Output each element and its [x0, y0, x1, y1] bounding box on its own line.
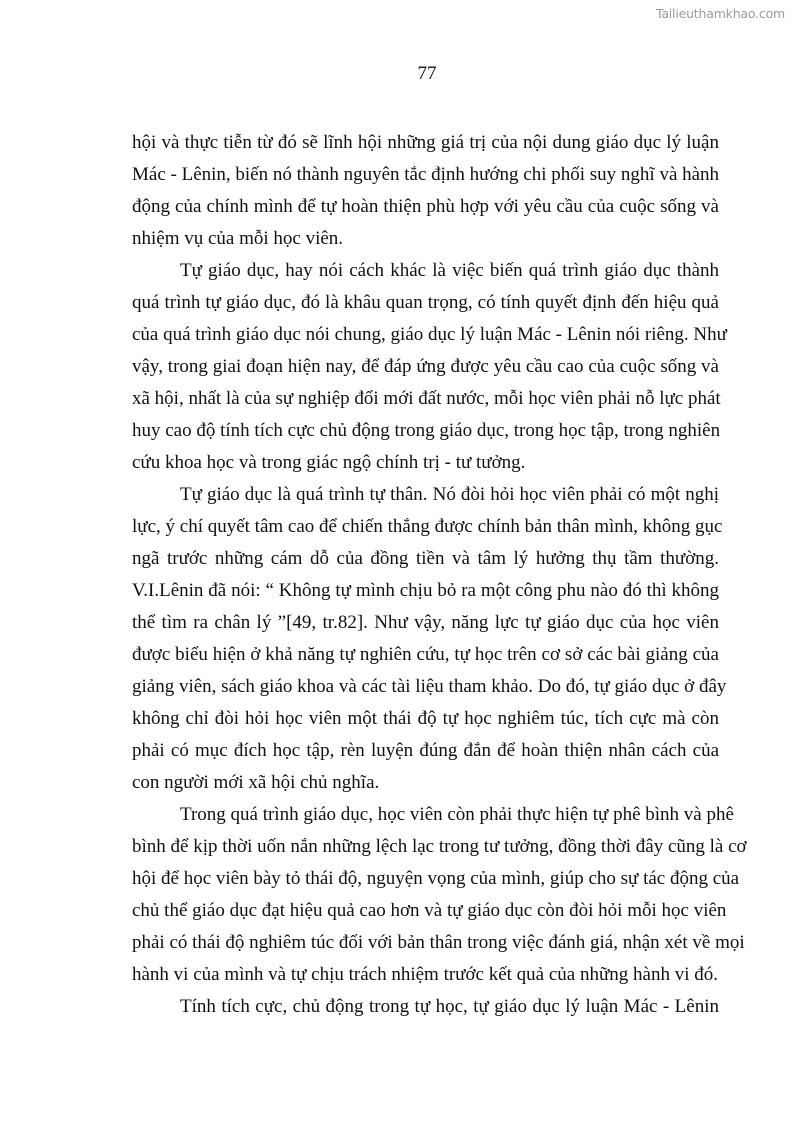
text-line: hành vi của mình và tự chịu trách nhiệm trước kết quả của những hành vi đó.: [132, 964, 718, 985]
text-line: vậy, trong giai đoạn hiện nay, để đáp ứng được yêu cầu cao của cuộc sống và: [132, 356, 719, 377]
text-line: phải có thái độ nghiêm túc đối với bản thân trong việc đánh giá, nhận xét về mọi: [132, 932, 745, 953]
text-line: quá trình tự giáo dục, đó là khâu quan trọng, có tính quyết định đến hiệu quả: [132, 292, 719, 313]
text-line: Tự giáo dục, hay nói cách khác là việc biến quá trình giáo dục thành: [180, 260, 719, 281]
text-line: con người mới xã hội chủ nghĩa.: [132, 772, 380, 793]
text-line: Mác - Lênin, biến nó thành nguyên tắc định hướng chi phối suy nghĩ và hành: [132, 164, 720, 185]
text-line: bình để kịp thời uốn nắn những lệch lạc trong tư tưởng, đồng thời đây cũng là cơ: [132, 836, 747, 857]
text-line: động của chính mình để tự hoàn thiện phù hợp với yêu cầu của cuộc sống và: [132, 196, 719, 217]
text-line: cứu khoa học và trong giác ngộ chính trị - tư tưởng.: [132, 452, 526, 473]
text-line: V.I.Lênin đã nói: “ Không tự mình chịu bỏ ra một công phu nào đó thì không: [132, 580, 719, 601]
text-line: Trong quá trình giáo dục, học viên còn phải thực hiện tự phê bình và phê: [180, 804, 734, 825]
paragraph: [132, 127, 719, 255]
paragraph: [132, 255, 727, 479]
text-line: hội và thực tiễn từ đó sẽ lĩnh hội những giá trị của nội dung giáo dục lý luận: [132, 132, 719, 153]
text-line: xã hội, nhất là của sự nghiệp đổi mới đất nước, mỗi học viên phải nỗ lực phát: [132, 388, 721, 409]
watermark: Tailieuthamkhao.com: [655, 6, 785, 21]
text-line: được biểu hiện ở khả năng tự nghiên cứu, tự học trên cơ sở các bài giảng của: [132, 644, 719, 665]
text-line: không chỉ đòi hỏi học viên một thái độ tự học nghiêm túc, tích cực mà còn: [132, 708, 719, 729]
document-body: [132, 127, 747, 1023]
text-line: chủ thể giáo dục đạt hiệu quả cao hơn và tự giáo dục còn đòi hỏi mỗi học viên: [132, 900, 727, 921]
text-line: ngã trước những cám dỗ của đồng tiền và tâm lý hưởng thụ tầm thường.: [132, 548, 719, 569]
page-number: 77: [417, 63, 437, 84]
paragraph: [132, 991, 719, 1023]
text-line: giảng viên, sách giáo khoa và các tài liệu tham khảo. Do đó, tự giáo dục ở đây: [132, 676, 727, 697]
text-line: nhiệm vụ của mỗi học viên.: [132, 228, 344, 249]
text-line: phải có mục đích học tập, rèn luyện đúng đắn để hoàn thiện nhân cách của: [132, 740, 719, 761]
text-line: Tính tích cực, chủ động trong tự học, tự giáo dục lý luận Mác - Lênin: [180, 996, 719, 1017]
text-line: huy cao độ tính tích cực chủ động trong giáo dục, trong học tập, trong nghiên: [132, 420, 721, 441]
text-line: lực, ý chí quyết tâm cao để chiến thắng được chính bản thân mình, không gục: [132, 516, 723, 537]
text-line: Tự giáo dục là quá trình tự thân. Nó đòi hỏi học viên phải có một nghị: [180, 484, 719, 505]
text-line: thể tìm ra chân lý ”[49, tr.82]. Như vậy, năng lực tự giáo dục của học viên: [132, 612, 719, 633]
text-line: hội để học viên bày tỏ thái độ, nguyện vọng của mình, giúp cho sự tác động của: [132, 868, 740, 889]
paragraph: [132, 479, 727, 799]
paragraph: [132, 799, 747, 991]
text-line: của quá trình giáo dục nói chung, giáo dục lý luận Mác - Lênin nói riêng. Như: [132, 324, 727, 345]
